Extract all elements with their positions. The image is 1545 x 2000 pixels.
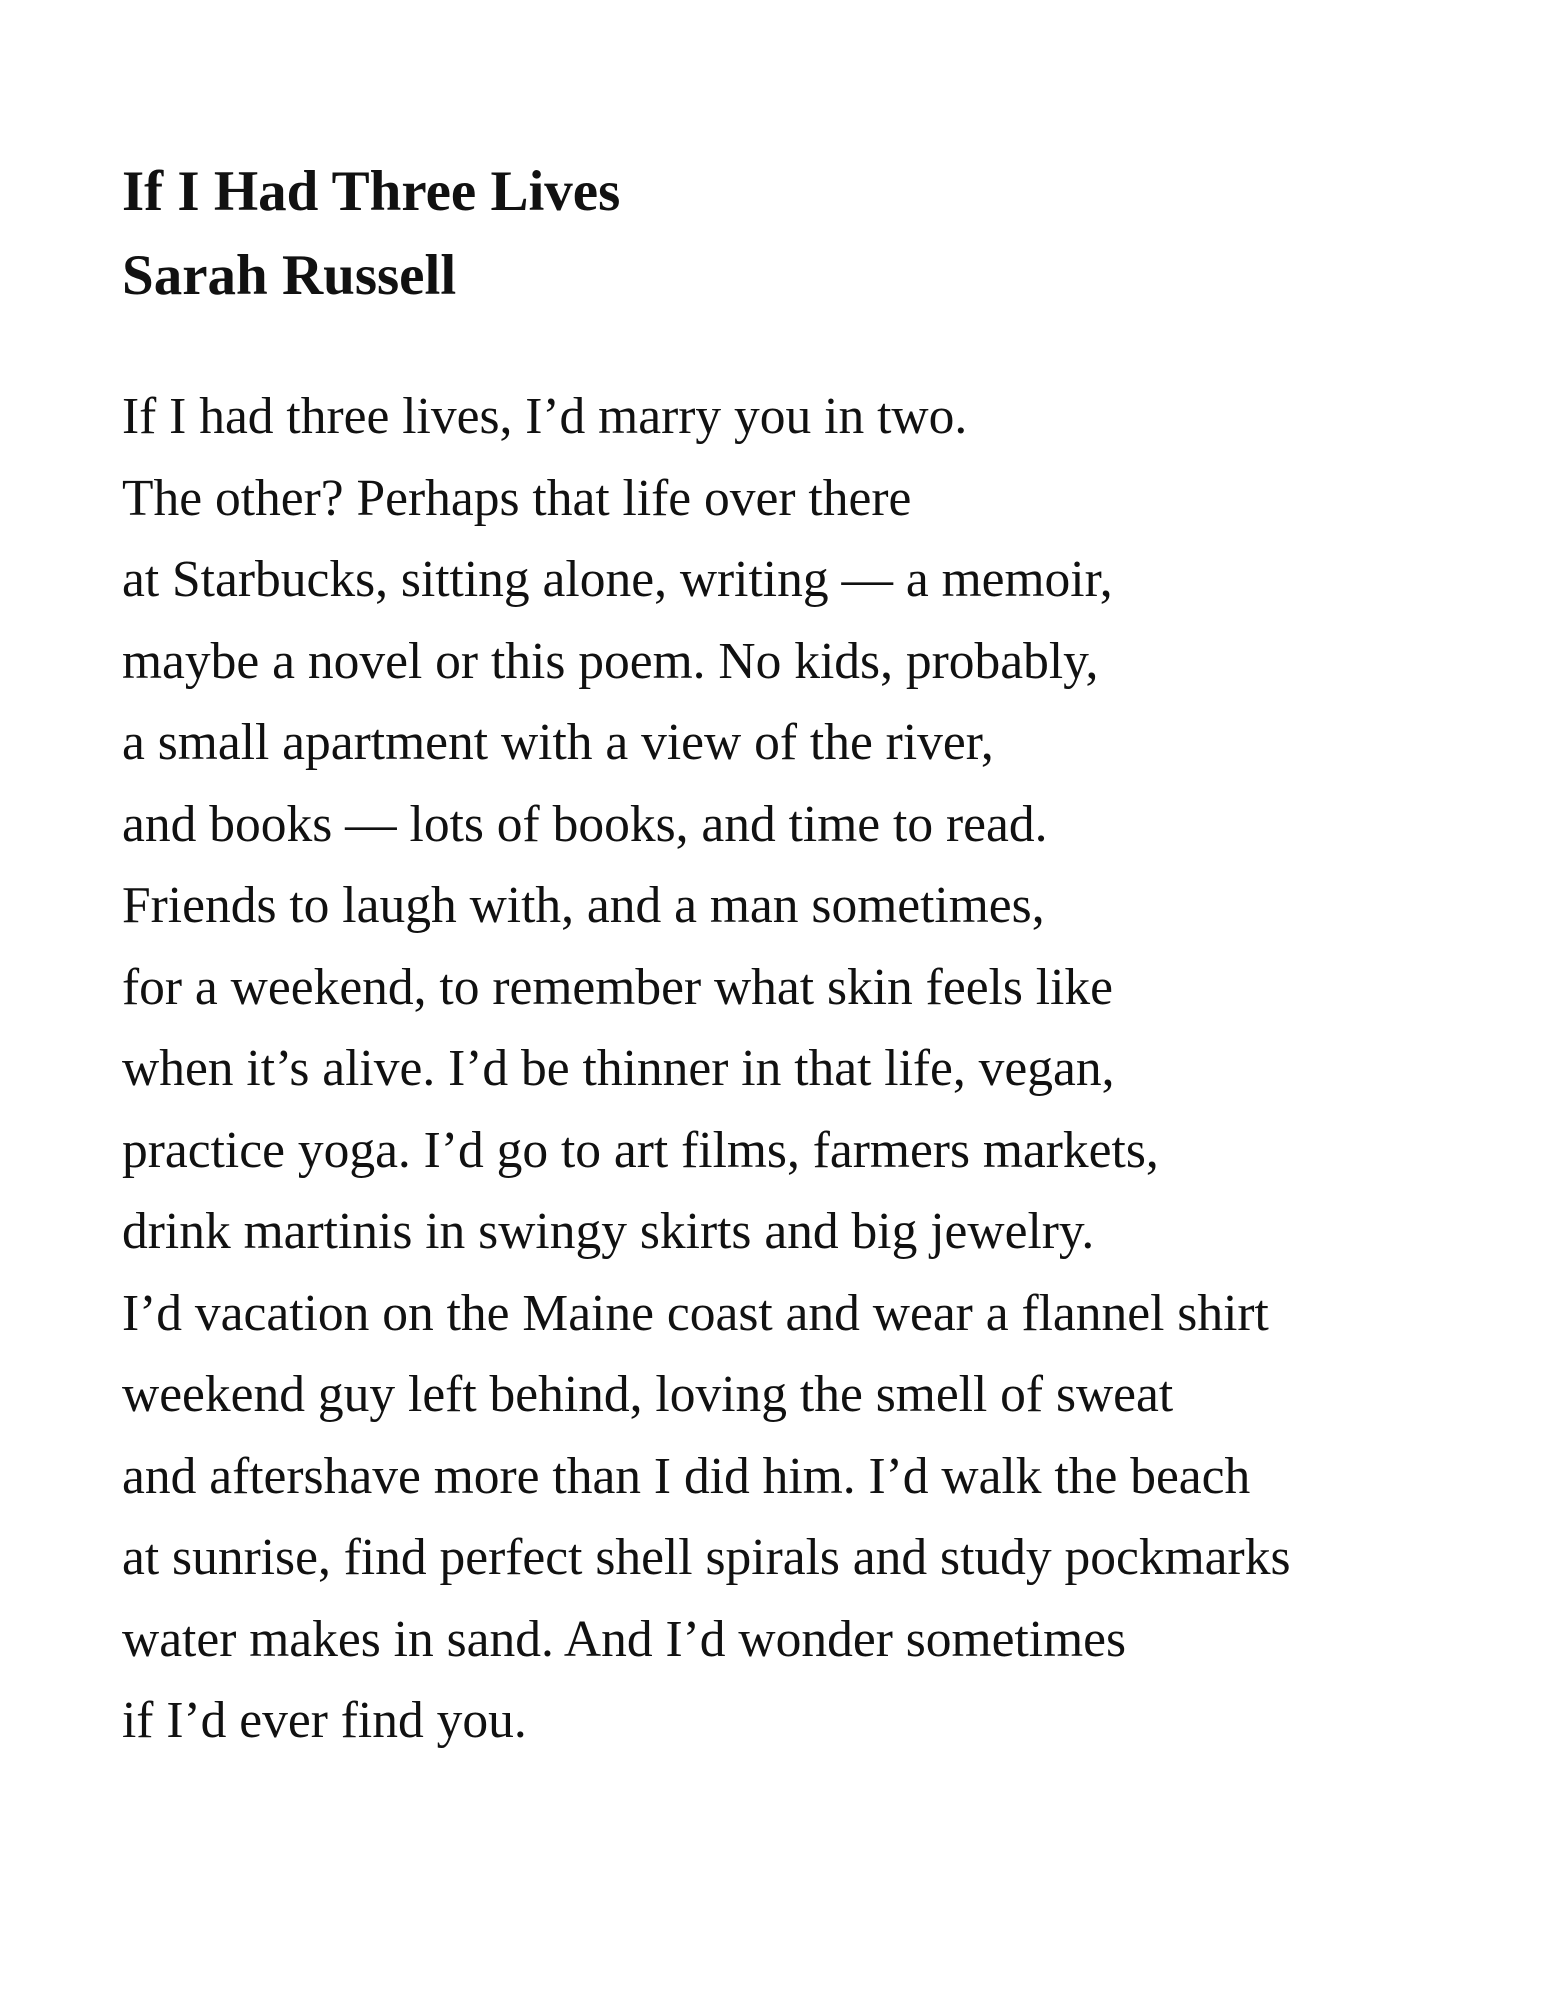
poem-body xyxy=(122,376,1502,1762)
poem-line: at Starbucks, sitting alone, writing — a memoir, xyxy=(122,551,1113,608)
poem-line: when it’s alive. I’d be thinner in that life, vegan, xyxy=(122,1040,1115,1097)
poem-line: a small apartment with a view of the river, xyxy=(122,714,994,771)
poem-line: and books — lots of books, and time to read. xyxy=(122,795,1048,853)
poem-line: if I’d ever find you. xyxy=(122,1692,527,1749)
poem-author: Sarah Russell xyxy=(122,244,457,307)
poem-line: I’d vacation on the Maine coast and wear a flannel shirt xyxy=(122,1284,1269,1342)
poem-line: water makes in sand. And I’d wonder sometimes xyxy=(122,1610,1127,1668)
poem-line: Friends to laugh with, and a man sometimes, xyxy=(122,877,1045,934)
poem-line: for a weekend, to remember what skin feels like xyxy=(122,958,1113,1016)
poem-line: and aftershave more than I did him. I’d walk the beach xyxy=(122,1447,1251,1505)
poem-line: The other? Perhaps that life over there xyxy=(122,469,912,527)
poem-line: If I had three lives, I’d marry you in two. xyxy=(122,388,968,445)
poem-line: at sunrise, find perfect shell spirals and study pockmarks xyxy=(122,1529,1291,1586)
poem-line: drink martinis in swingy skirts and big jewelry. xyxy=(122,1203,1095,1260)
poem-line: practice yoga. I’d go to art films, farmers markets, xyxy=(122,1121,1159,1179)
poem-title: If I Had Three Lives xyxy=(122,160,621,223)
poem-page xyxy=(122,150,1502,1762)
poem-line: maybe a novel or this poem. No kids, probably, xyxy=(122,632,1099,690)
poem-line: weekend guy left behind, loving the smell of sweat xyxy=(122,1366,1174,1423)
